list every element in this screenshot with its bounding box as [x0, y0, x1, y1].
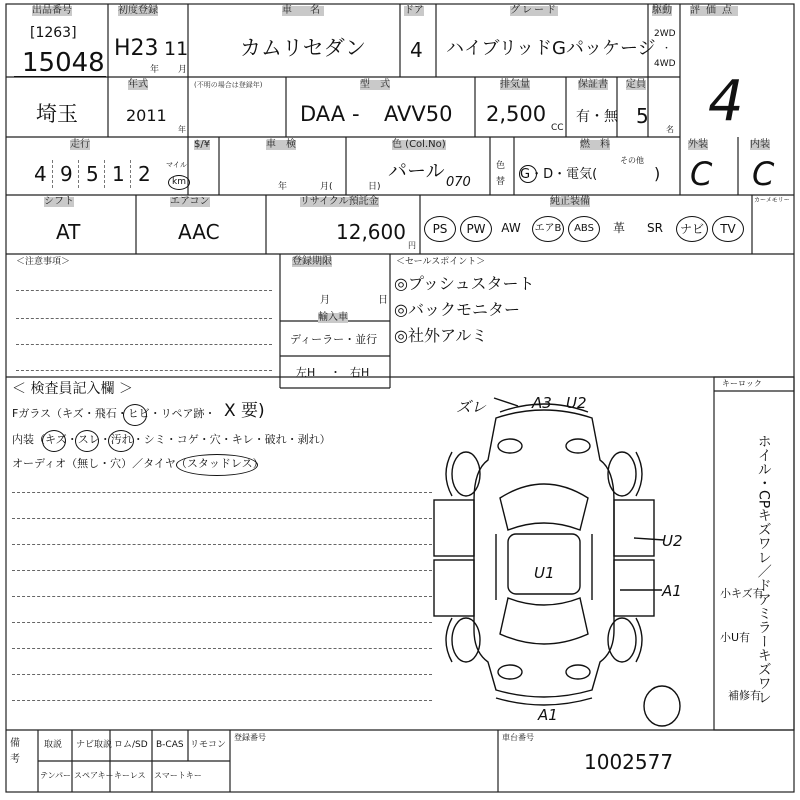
- keylock-label: キーロック: [722, 379, 762, 388]
- model-year-unit: 年: [178, 125, 186, 134]
- sales-point: ◎プッシュスタート: [394, 274, 535, 293]
- model-code: AVV50: [384, 102, 453, 126]
- model-year: 2011: [126, 106, 167, 125]
- handle-sep: ・: [330, 366, 341, 379]
- caution-label: ＜注意事項＞: [16, 257, 71, 267]
- mileage-digit: 1: [112, 162, 125, 186]
- drive-dot: ・: [662, 44, 672, 54]
- footer-item: ロム/SD: [114, 740, 148, 750]
- region: 埼玉: [36, 102, 78, 126]
- fuel-label: 燃 料: [580, 139, 610, 150]
- footer-item: スマートキー: [154, 771, 202, 780]
- capacity-unit: 名: [666, 125, 674, 134]
- vertical-small-2: 小U有: [720, 631, 751, 644]
- recycle-label: リサイクル預託金: [300, 196, 379, 207]
- mileage-digit: 5: [86, 162, 99, 186]
- recycle-unit: 円: [408, 241, 416, 250]
- damage-mark: U2: [566, 394, 587, 412]
- damage-mark: A3: [532, 394, 552, 412]
- equipment-item: PW: [460, 216, 492, 242]
- ac-value: AAC: [178, 220, 220, 244]
- exterior-value: C: [690, 155, 713, 193]
- chassis-number: 1002577: [584, 750, 674, 774]
- damage-mark: ズレ: [456, 398, 487, 416]
- color-change-label: 替: [496, 177, 506, 187]
- equipment-item: ナビ: [676, 216, 708, 242]
- warranty-value: 有・無: [576, 109, 618, 125]
- sales-point: ◎社外アルミ: [394, 326, 488, 345]
- footer-item: B-CAS: [156, 740, 184, 750]
- shift-label: シフト: [44, 196, 74, 207]
- first-reg-label: 初度登録: [118, 5, 158, 16]
- inspection-label: 車 検: [266, 139, 296, 150]
- exterior-label: 外装: [688, 139, 708, 150]
- grade-label: グレード: [510, 5, 558, 16]
- year-unit: 年: [150, 65, 160, 75]
- warranty-label: 保証書: [578, 79, 608, 90]
- import-type: ディーラー・並行: [290, 333, 378, 346]
- memory-label: カーメモリー: [754, 197, 790, 204]
- reg-year: H23: [114, 36, 159, 61]
- spare-tire: テンパー: [40, 771, 72, 780]
- reg-deadline-label: 登録期限: [292, 256, 332, 267]
- capacity-value: 5: [636, 104, 649, 128]
- equipment-item: PS: [424, 216, 456, 242]
- fuel-value: G・D・電気(: [520, 167, 598, 182]
- inspector-line-2: 内装（キズ・スレ・汚れ・シミ・コゲ・穴・キレ・破れ・剥れ）: [12, 433, 331, 446]
- equipment-item: 革: [612, 221, 625, 235]
- inspector-title: ＜ 検査員記入欄 ＞: [12, 381, 133, 397]
- equipment-item: ABS: [568, 216, 600, 242]
- color-label: 色 (Col.No): [392, 139, 446, 150]
- remarks-label: 備考: [10, 738, 20, 765]
- ac-label: エアコン: [170, 196, 210, 207]
- month-unit: 月: [178, 65, 188, 75]
- cc-unit: CC: [551, 123, 564, 133]
- interior-label: 内装: [750, 139, 770, 150]
- score-value: 4: [708, 69, 744, 134]
- damage-mark: A1: [538, 706, 558, 724]
- color-change-label: 色: [496, 161, 506, 171]
- damage-mark: U2: [662, 532, 683, 550]
- damage-mark: U1: [534, 564, 555, 582]
- doors-label: ドア: [404, 5, 424, 16]
- footer-item: ナビ取説: [76, 740, 113, 750]
- recycle-value: 12,600: [336, 220, 406, 244]
- mileage-digit: 2: [138, 162, 151, 186]
- car-name: カムリセダン: [240, 36, 366, 60]
- mile-mark: マイル: [166, 161, 187, 169]
- reg-month: 11: [164, 38, 189, 60]
- footer-item: スペアキー: [74, 771, 114, 780]
- price-label: $/¥: [194, 139, 211, 150]
- lot-number: 15048: [22, 48, 105, 78]
- chassis-label: 車台番号: [502, 733, 534, 742]
- footer-item: リモコン: [190, 740, 227, 750]
- insp-year-unit: 年: [278, 182, 288, 192]
- grade-value: ハイブリッドGパッケージ: [446, 38, 656, 59]
- sales-point: ◎バックモニター: [394, 300, 520, 319]
- km-mark: km: [168, 175, 190, 190]
- cc-value: 2,500: [486, 102, 547, 126]
- import-label: 輸入車: [318, 312, 348, 323]
- mileage-digit: 4: [34, 162, 47, 186]
- damage-mark: A1: [662, 582, 682, 600]
- mileage-label: 走行: [70, 139, 90, 150]
- car-name-label: 車 名: [282, 5, 324, 16]
- reg-no-label: 登録番号: [234, 733, 266, 742]
- deadline-month-unit: 月: [320, 295, 330, 306]
- equipment-item: TV: [712, 216, 744, 242]
- lot-sub-number: [1263]: [30, 25, 77, 41]
- model-dash: -: [352, 102, 360, 126]
- inspector-line-1: Fガラス（キズ・飛石・ヒビ・リペア跡・: [12, 407, 216, 420]
- score-label: 評価点: [690, 5, 738, 16]
- vertical-small-1: 小キズ有: [720, 587, 764, 600]
- fuel-close: ): [654, 164, 661, 183]
- color-code: 070: [446, 175, 471, 190]
- model-year-label: 年式: [128, 79, 148, 90]
- footer-item: キーレス: [114, 771, 146, 780]
- shift-value: AT: [56, 220, 81, 244]
- vertical-repair: 補修有: [728, 689, 761, 702]
- drive-label: 駆動: [652, 5, 672, 16]
- drive-2wd: 2WD: [654, 29, 676, 39]
- mileage-digit: 9: [60, 162, 73, 186]
- handle-right: 右H: [350, 366, 370, 379]
- doors-value: 4: [410, 38, 423, 62]
- interior-value: C: [752, 155, 775, 193]
- drive-4wd: 4WD: [654, 59, 676, 69]
- insp-day-unit: 日): [368, 182, 381, 192]
- vertical-notes: ホイル・CPキズワレ／ドアミラーキズワレ: [755, 434, 772, 705]
- model-year-note: (不明の場合は登録年): [194, 81, 263, 89]
- inspector-line-3: オーディオ（無し・穴）／タイヤ（スタッドレス）: [12, 457, 264, 470]
- model-label: 型 式: [360, 79, 390, 90]
- equipment-item: AW: [501, 221, 521, 235]
- color-value: パール: [388, 160, 445, 182]
- sales-label: ＜セールスポイント＞: [396, 257, 486, 267]
- equip-label: 純正装備: [550, 196, 590, 207]
- model-prefix: DAA: [300, 102, 346, 126]
- capacity-label: 定員: [626, 79, 646, 90]
- equipment-item: エアB: [532, 216, 564, 242]
- cc-label: 排気量: [500, 79, 530, 90]
- equipment-item: SR: [647, 221, 663, 235]
- handle-left: 左H: [296, 366, 316, 379]
- fuel-other: その他: [620, 156, 644, 165]
- inspector-line-1-mark: X 要): [224, 401, 265, 421]
- deadline-day-unit: 日: [378, 295, 388, 306]
- insp-month-unit: 月(: [320, 182, 333, 192]
- lot-no-label: 出品番号: [32, 5, 72, 16]
- footer-item: 取説: [44, 740, 63, 750]
